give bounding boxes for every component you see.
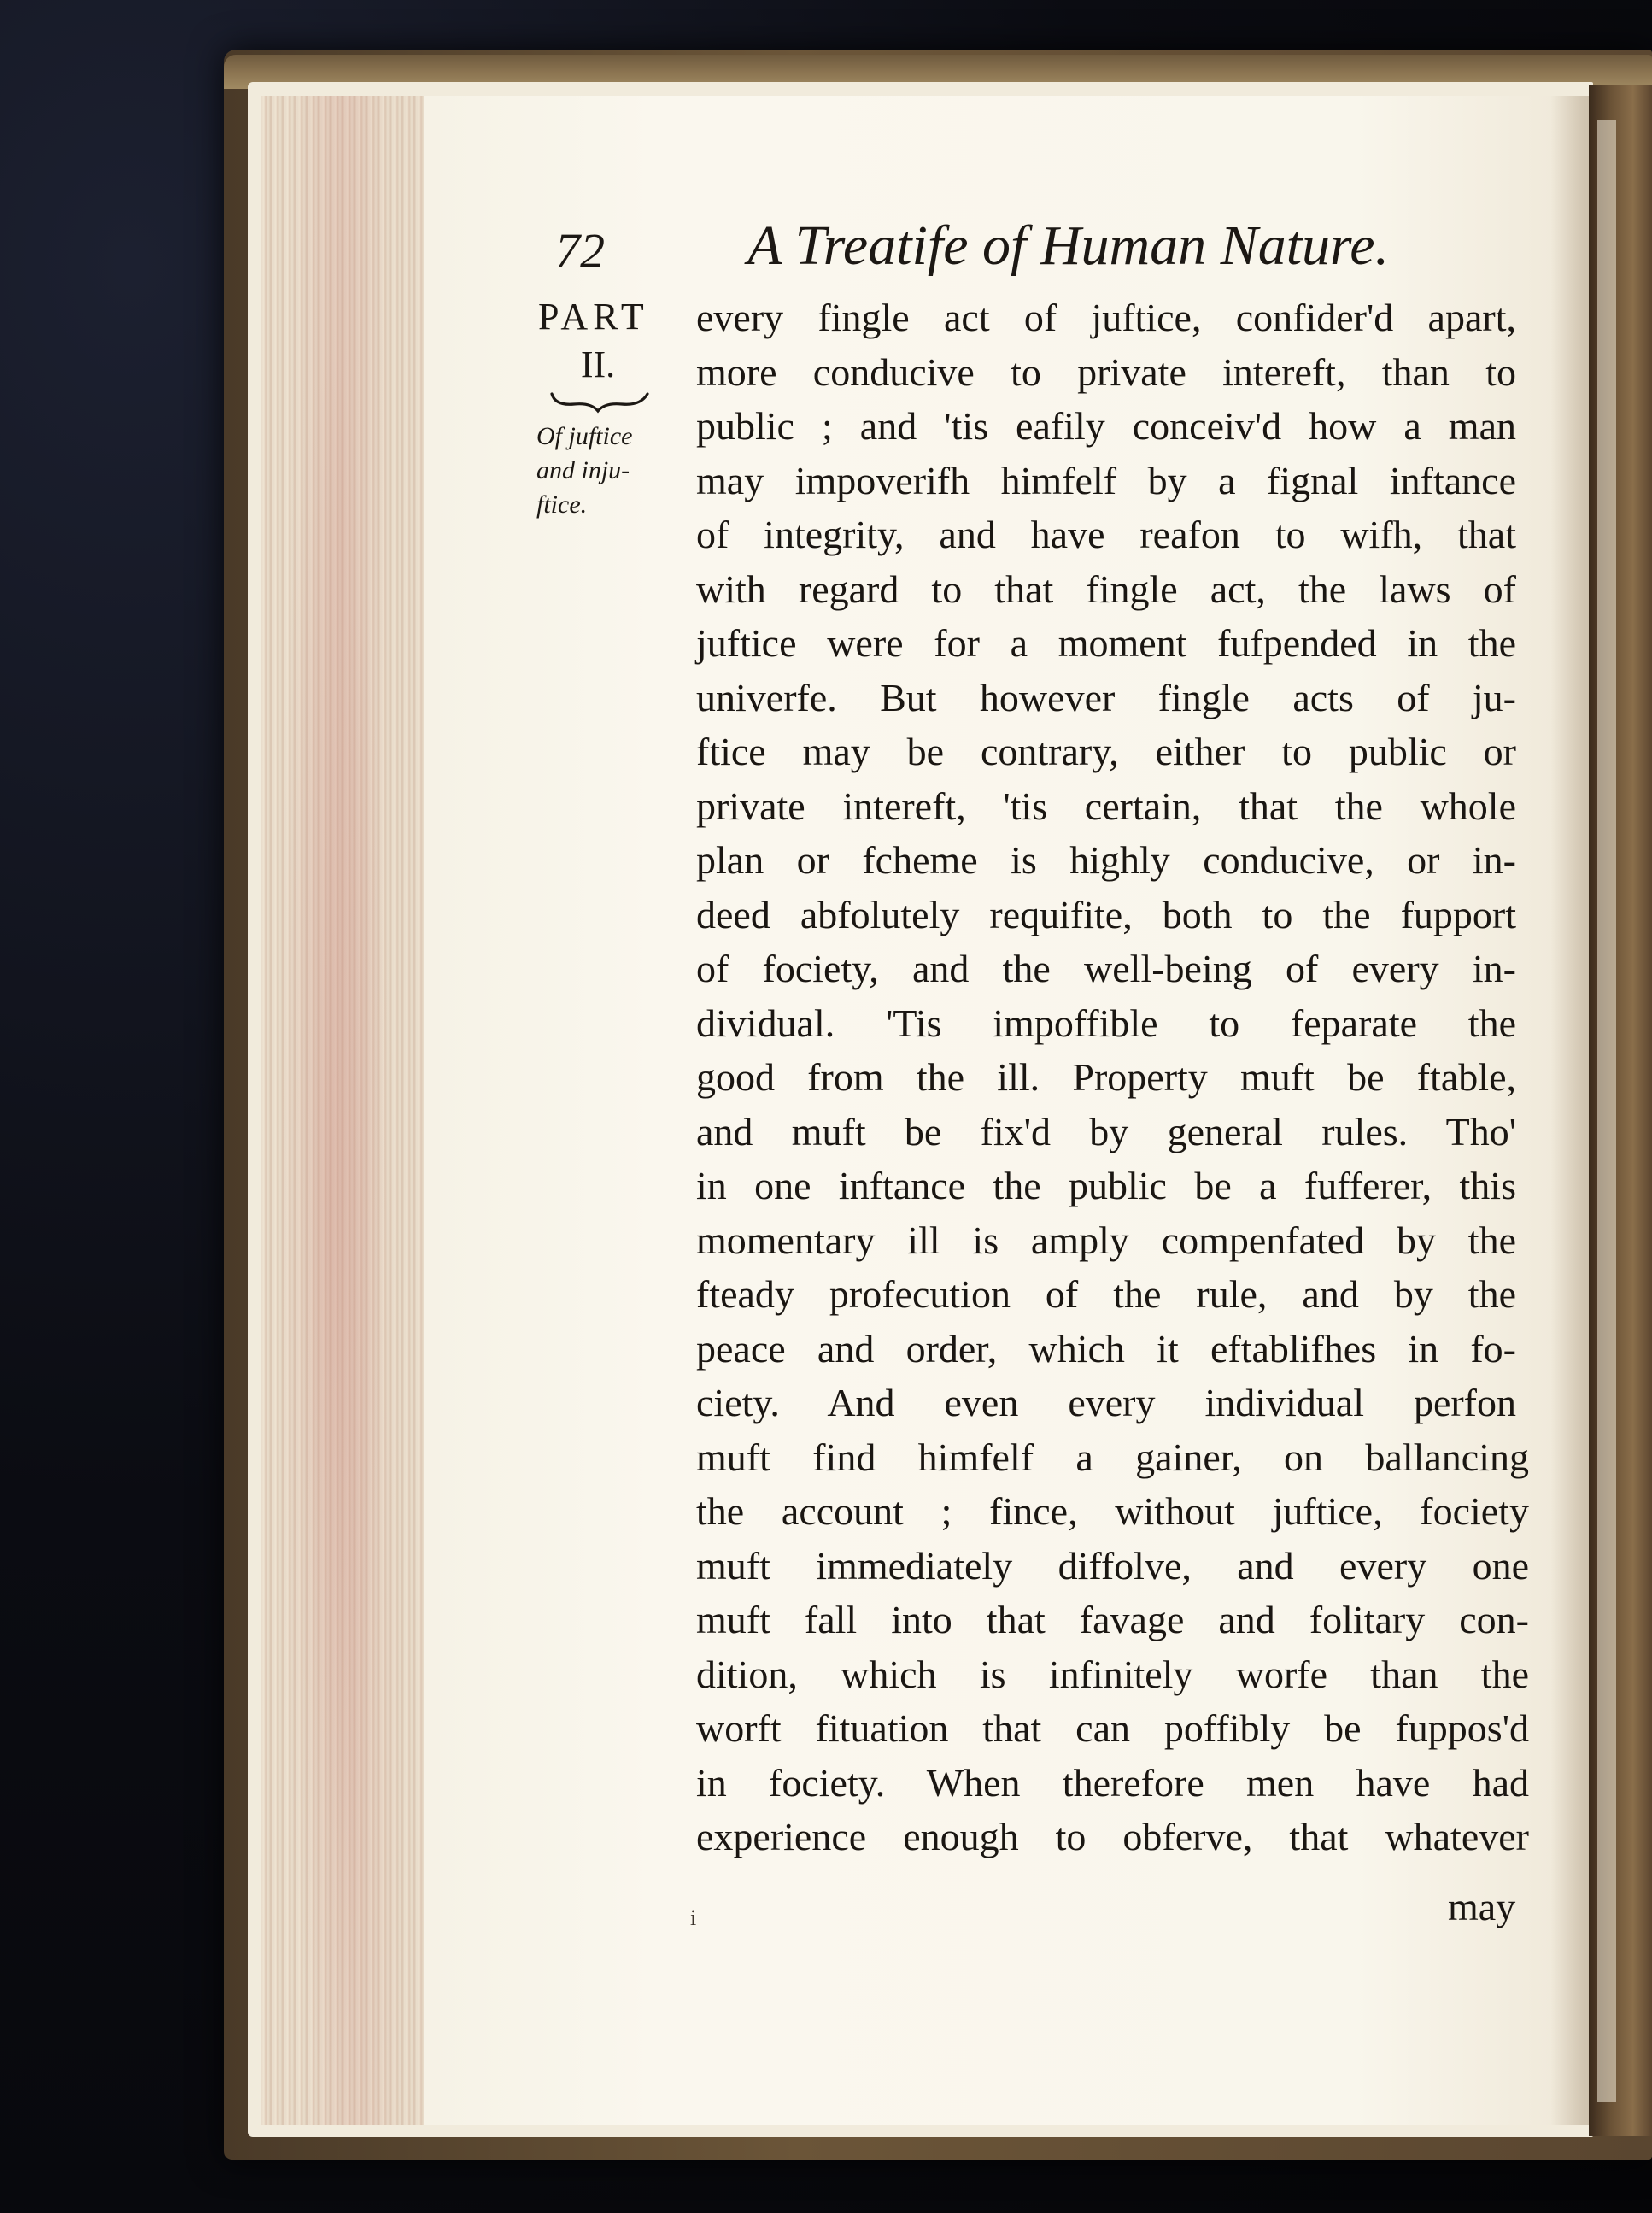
text-line: good from the ill. Property muft be ftable, — [696, 1055, 1516, 1099]
margin-note-line: and inju- — [536, 456, 630, 484]
page-edge-staining — [282, 96, 401, 2125]
margin-note — [536, 420, 683, 522]
text-line: the account ; fince, without juftice, fociety — [696, 1489, 1529, 1533]
facing-page-edge — [1597, 120, 1616, 2102]
text-line: may impoverifh himfelf by a fignal inftance — [696, 458, 1516, 502]
text-line: muft find himfelf a gainer, on ballancing — [696, 1435, 1529, 1479]
text-line: fteady profecution of the rule, and by the — [696, 1272, 1516, 1316]
text-line: worft fituation that can poffibly be fuppos'd — [696, 1706, 1529, 1750]
text-line: of fociety, and the well-being of every in- — [696, 947, 1516, 990]
text-line: plan or fcheme is highly conducive, or in- — [696, 838, 1516, 882]
text-line: univerfe. But however fingle acts of ju- — [696, 675, 1516, 719]
body-text — [696, 291, 1529, 1864]
text-line: muft fall into that favage and folitary con- — [696, 1598, 1529, 1641]
catchword: may — [1448, 1885, 1516, 1928]
text-line: with regard to that fingle act, the laws of — [696, 566, 1516, 611]
curly-bracket-icon — [548, 389, 651, 414]
text-line: in fociety. When therefore men have had — [696, 1760, 1529, 1805]
text-line: deed abfolutely requifite, both to the fupport — [696, 892, 1516, 936]
text-line: more conducive to private intereft, than to — [696, 349, 1516, 394]
part-label: PART — [538, 296, 649, 338]
margin-note-line: Of juftice — [536, 422, 633, 450]
text-line: public ; and 'tis eafily conceiv'd how a man — [696, 404, 1516, 448]
text-line: dividual. 'Tis impoffible to feparate the — [696, 1001, 1516, 1045]
margin-note-line: ftice. — [536, 490, 588, 519]
text-line: muft immediately diffolve, and every one — [696, 1543, 1529, 1588]
text-line: private intereft, 'tis certain, that the whole — [696, 784, 1516, 828]
margin-note-block — [530, 295, 683, 522]
text-line: ftice may be contrary, either to public or — [696, 730, 1516, 773]
page-number: 72 — [555, 223, 605, 279]
text-line: momentary ill is amply compenfated by the — [696, 1218, 1516, 1262]
text-line: and muft be fix'd by general rules. Tho' — [696, 1109, 1516, 1153]
text-line: every fingle act of juftice, confider'd apart, — [696, 296, 1516, 339]
text-line: juftice were for a moment fufpended in the — [696, 621, 1516, 665]
text-line: dition, which is infinitely worfe than the — [696, 1652, 1529, 1696]
gutter-shadow — [1550, 96, 1589, 2125]
signature-mark: i — [690, 1905, 697, 1930]
text-line: ciety. And even every individual perfon — [696, 1381, 1516, 1424]
text-line: in one inftance the public be a fufferer, this — [696, 1164, 1516, 1207]
part-number: II. — [580, 343, 616, 385]
text-line: of integrity, and have reafon to wifh, that — [696, 513, 1516, 556]
text-line: peace and order, which it eftablifhes in fo- — [696, 1326, 1516, 1371]
running-head — [555, 214, 1503, 282]
text-line: experience enough to obferve, that whatever — [696, 1815, 1529, 1858]
book-title: A Treatife of Human Nature. — [747, 214, 1390, 277]
